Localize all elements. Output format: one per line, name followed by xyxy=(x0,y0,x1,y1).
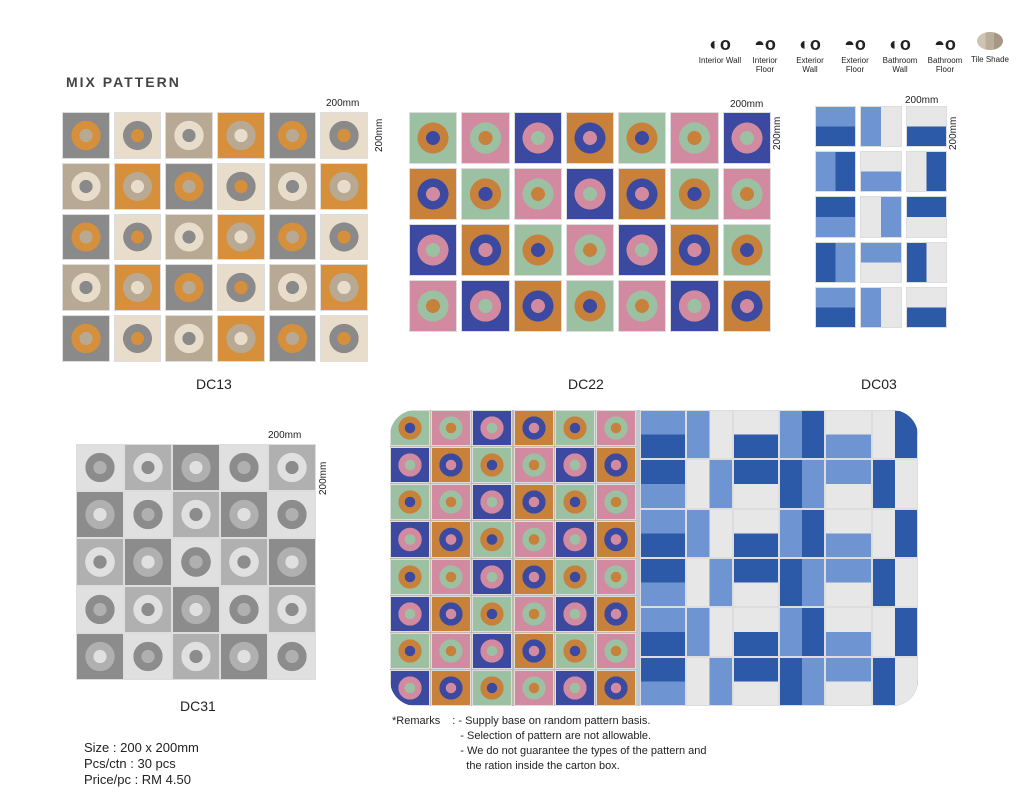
tile xyxy=(779,558,825,607)
tile xyxy=(906,106,947,147)
tile xyxy=(566,224,614,276)
tile xyxy=(596,521,636,557)
tile xyxy=(733,410,779,459)
tile xyxy=(461,224,509,276)
tile xyxy=(555,521,595,557)
tile xyxy=(220,491,268,538)
tile xyxy=(733,459,779,508)
tile-shade-icon: Tile Shade xyxy=(968,32,1012,64)
tile xyxy=(390,633,430,669)
tile xyxy=(872,410,918,459)
tile xyxy=(815,287,856,328)
tile xyxy=(670,168,718,220)
tile xyxy=(172,491,220,538)
tile xyxy=(555,484,595,520)
tile xyxy=(62,163,110,210)
tile xyxy=(217,315,265,362)
tile xyxy=(390,484,430,520)
interior-wall-icon: ◐o Interior Wall xyxy=(698,34,742,65)
tile xyxy=(618,168,666,220)
tile xyxy=(165,163,213,210)
tile xyxy=(409,280,457,332)
remark-line-3: - We do not guarantee the types of the pattern and xyxy=(460,745,707,757)
price-text: Price/pc : RM 4.50 xyxy=(84,772,191,787)
tile xyxy=(906,196,947,237)
tile xyxy=(472,559,512,595)
tile xyxy=(172,586,220,633)
bathroom-floor-icon: ◓o Bathroom Floor xyxy=(927,34,963,74)
dc22-caption: DC22 xyxy=(568,376,604,392)
tile xyxy=(268,538,316,585)
tile xyxy=(268,491,316,538)
tile xyxy=(124,538,172,585)
tile xyxy=(872,509,918,558)
tile xyxy=(220,633,268,680)
tile xyxy=(461,112,509,164)
tile xyxy=(514,410,554,446)
dc22-height-dim: 200mm xyxy=(772,116,783,150)
tile xyxy=(825,558,871,607)
tile xyxy=(618,280,666,332)
tile xyxy=(514,484,554,520)
tile xyxy=(555,559,595,595)
tile xyxy=(860,287,901,328)
tile xyxy=(686,509,732,558)
tile xyxy=(124,444,172,491)
tile xyxy=(124,491,172,538)
page-title: MIX PATTERN xyxy=(66,74,181,90)
dc31-width-dim: 200mm xyxy=(268,430,302,441)
product-info xyxy=(84,740,199,788)
tile xyxy=(217,214,265,261)
dc22-tile-grid xyxy=(409,112,771,332)
tile xyxy=(640,459,686,508)
tile xyxy=(860,106,901,147)
tile xyxy=(390,410,430,446)
tile xyxy=(431,447,471,483)
tile xyxy=(409,112,457,164)
tile xyxy=(409,224,457,276)
tile xyxy=(165,264,213,311)
tile xyxy=(815,151,856,192)
tile xyxy=(514,447,554,483)
dc22-width-dim: 200mm xyxy=(730,99,764,110)
tile xyxy=(217,112,265,159)
tile xyxy=(165,315,213,362)
tile xyxy=(269,264,317,311)
tile xyxy=(217,264,265,311)
tile xyxy=(733,509,779,558)
remark-line-4: the ration inside the carton box. xyxy=(466,760,620,772)
tile xyxy=(114,315,162,362)
tile xyxy=(723,112,771,164)
tile xyxy=(860,196,901,237)
tile xyxy=(124,586,172,633)
tile xyxy=(514,224,562,276)
tile xyxy=(217,163,265,210)
remarks-label: *Remarks xyxy=(392,715,441,727)
tile xyxy=(472,596,512,632)
tile xyxy=(640,607,686,656)
tile xyxy=(555,633,595,669)
tile xyxy=(596,484,636,520)
right-room-floor-tiles xyxy=(640,410,918,706)
tile xyxy=(390,521,430,557)
tile xyxy=(390,559,430,595)
tile xyxy=(472,410,512,446)
size-text: Size : 200 x 200mm xyxy=(84,740,199,755)
tile xyxy=(76,444,124,491)
tile xyxy=(686,657,732,706)
tile xyxy=(62,214,110,261)
tile xyxy=(596,670,636,706)
tile xyxy=(431,633,471,669)
tile xyxy=(860,151,901,192)
tile xyxy=(733,558,779,607)
tile xyxy=(596,559,636,595)
tile xyxy=(640,558,686,607)
tile xyxy=(825,459,871,508)
tile xyxy=(618,112,666,164)
tile xyxy=(76,538,124,585)
tile xyxy=(906,242,947,283)
tile xyxy=(779,509,825,558)
tile xyxy=(825,410,871,459)
tile xyxy=(779,410,825,459)
tile xyxy=(815,106,856,147)
tile xyxy=(906,151,947,192)
usage-icons xyxy=(698,32,1009,80)
dc13-caption: DC13 xyxy=(196,376,232,392)
tile xyxy=(114,214,162,261)
tile xyxy=(114,112,162,159)
tile xyxy=(640,410,686,459)
tile xyxy=(872,459,918,508)
dc13-height-dim: 200mm xyxy=(374,118,385,152)
tile xyxy=(618,224,666,276)
tile xyxy=(825,657,871,706)
remarks xyxy=(392,714,707,774)
tile xyxy=(670,224,718,276)
tile xyxy=(514,670,554,706)
tile xyxy=(596,633,636,669)
tile xyxy=(686,558,732,607)
tile xyxy=(723,280,771,332)
tile xyxy=(815,242,856,283)
tile xyxy=(860,242,901,283)
tile xyxy=(431,484,471,520)
tile xyxy=(114,163,162,210)
tile xyxy=(733,607,779,656)
tile xyxy=(76,586,124,633)
tile xyxy=(76,633,124,680)
tile xyxy=(172,633,220,680)
tile xyxy=(472,484,512,520)
tile xyxy=(220,444,268,491)
tile xyxy=(825,607,871,656)
dc13-tile-grid xyxy=(62,112,368,362)
tile xyxy=(431,410,471,446)
tile xyxy=(723,168,771,220)
tile xyxy=(514,280,562,332)
tile xyxy=(779,607,825,656)
tile xyxy=(640,657,686,706)
tile xyxy=(872,558,918,607)
tile xyxy=(514,559,554,595)
dc31-height-dim: 200mm xyxy=(318,461,329,495)
tile xyxy=(409,168,457,220)
tile xyxy=(825,509,871,558)
tile xyxy=(555,447,595,483)
tile xyxy=(514,112,562,164)
tile xyxy=(220,586,268,633)
tile xyxy=(472,633,512,669)
tile xyxy=(555,596,595,632)
tile xyxy=(472,521,512,557)
tile xyxy=(596,596,636,632)
tile xyxy=(472,447,512,483)
tile xyxy=(390,670,430,706)
tile xyxy=(640,509,686,558)
tile xyxy=(566,112,614,164)
tile xyxy=(514,168,562,220)
tile xyxy=(514,633,554,669)
tile xyxy=(555,670,595,706)
dc31-caption: DC31 xyxy=(180,698,216,714)
tile xyxy=(62,315,110,362)
tile xyxy=(461,280,509,332)
bathroom-wall-icon: ◐o Bathroom Wall xyxy=(882,34,918,74)
dc03-caption: DC03 xyxy=(861,376,897,392)
tile xyxy=(815,196,856,237)
tile xyxy=(320,214,368,261)
tile xyxy=(268,444,316,491)
tile xyxy=(514,521,554,557)
tile xyxy=(268,586,316,633)
tile xyxy=(172,538,220,585)
remark-line-2: - Selection of pattern are not allowable. xyxy=(460,730,652,742)
tile xyxy=(596,410,636,446)
exterior-wall-icon: ◐o Exterior Wall xyxy=(796,34,824,74)
tile xyxy=(596,447,636,483)
tile xyxy=(320,163,368,210)
tile xyxy=(779,657,825,706)
interior-floor-icon: ◓o Interior Floor xyxy=(752,34,778,74)
tile xyxy=(686,410,732,459)
tile xyxy=(269,315,317,362)
tile xyxy=(172,444,220,491)
tile xyxy=(670,112,718,164)
tile xyxy=(124,633,172,680)
tile xyxy=(62,112,110,159)
dc03-width-dim: 200mm xyxy=(905,95,939,106)
left-room-floor-tiles xyxy=(390,410,636,706)
tile xyxy=(269,163,317,210)
tile xyxy=(566,168,614,220)
tile xyxy=(472,670,512,706)
dc31-tile-grid xyxy=(76,444,316,680)
tile xyxy=(62,264,110,311)
tile xyxy=(390,596,430,632)
tile xyxy=(114,264,162,311)
tile xyxy=(320,264,368,311)
tile xyxy=(320,112,368,159)
tile xyxy=(872,657,918,706)
tile xyxy=(431,596,471,632)
remark-line-1: : - Supply base on random pattern basis. xyxy=(452,715,651,727)
tile xyxy=(670,280,718,332)
pcs-text: Pcs/ctn : 30 pcs xyxy=(84,756,176,771)
tile xyxy=(686,607,732,656)
tile xyxy=(431,559,471,595)
tile xyxy=(76,491,124,538)
tile xyxy=(165,112,213,159)
tile xyxy=(220,538,268,585)
dc13-width-dim: 200mm xyxy=(326,98,360,109)
tile xyxy=(686,459,732,508)
dc03-height-dim: 200mm xyxy=(948,116,959,150)
tile xyxy=(268,633,316,680)
tile xyxy=(390,447,430,483)
tile xyxy=(723,224,771,276)
tile xyxy=(320,315,368,362)
tile xyxy=(431,670,471,706)
tile xyxy=(906,287,947,328)
exterior-floor-icon: ◓o Exterior Floor xyxy=(841,34,869,74)
tile xyxy=(566,280,614,332)
room-photo xyxy=(390,410,918,706)
dc03-tile-grid xyxy=(815,106,947,328)
tile xyxy=(269,214,317,261)
tile xyxy=(165,214,213,261)
tile xyxy=(461,168,509,220)
tile xyxy=(779,459,825,508)
tile xyxy=(872,607,918,656)
tile xyxy=(514,596,554,632)
tile xyxy=(733,657,779,706)
tile xyxy=(431,521,471,557)
tile xyxy=(555,410,595,446)
tile xyxy=(269,112,317,159)
